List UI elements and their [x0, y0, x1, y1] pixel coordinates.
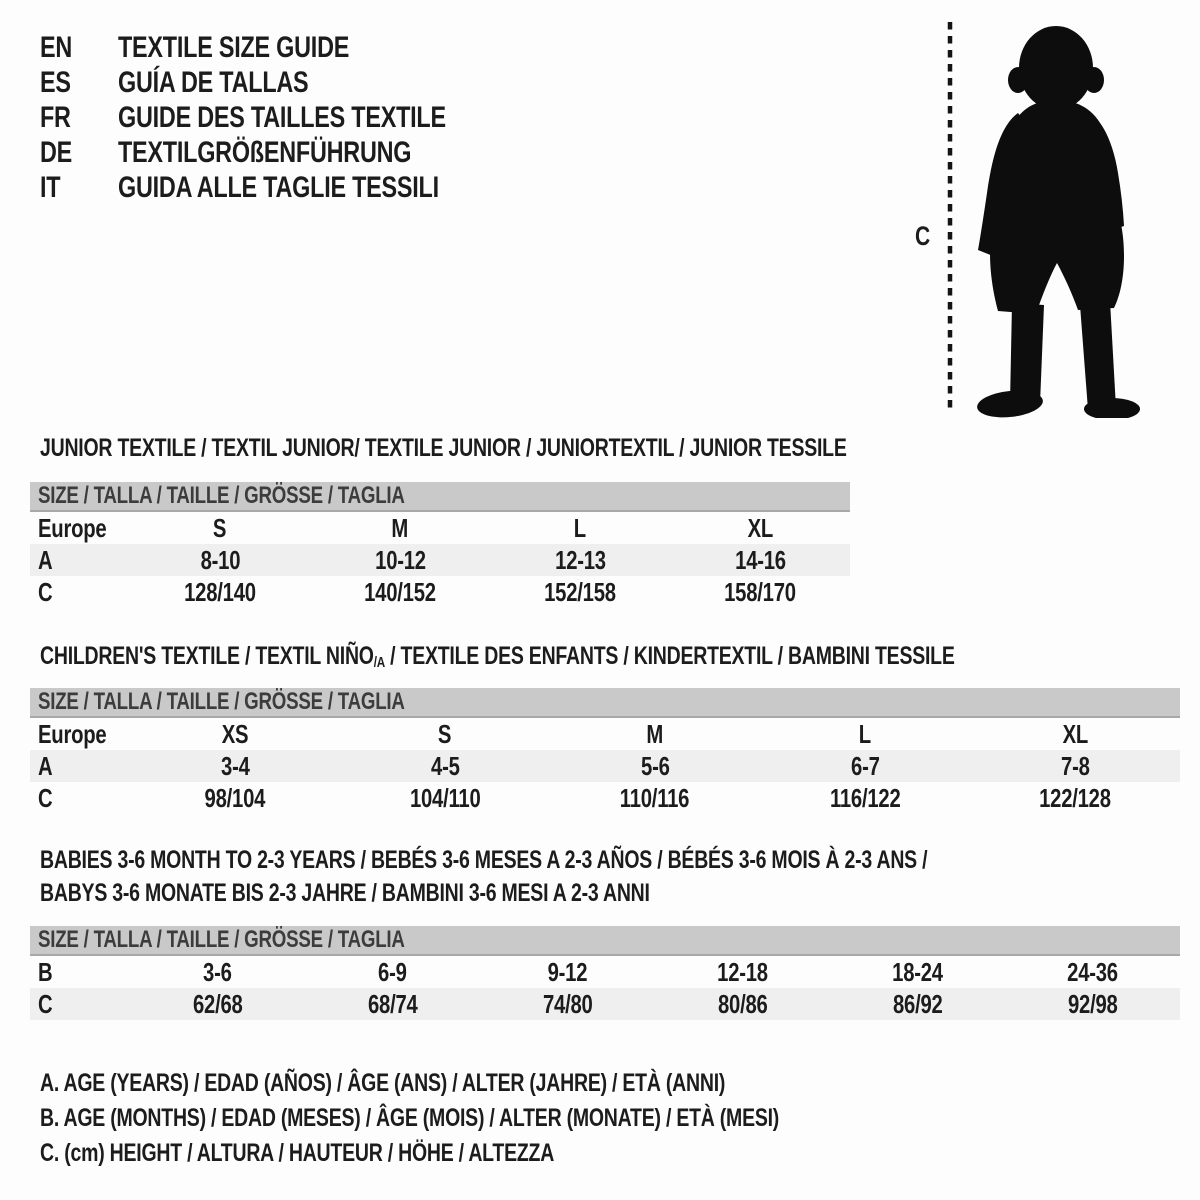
table-cell: 116/122 — [829, 782, 901, 813]
language-row — [40, 100, 538, 135]
babies-title-line1: BABIES 3-6 MONTH TO 2-3 YEARS / BEBÉS 3-6 MESES A 2-3 AÑOS / BÉBÉS 3-6 MOIS À 2-3 ANS / — [40, 846, 928, 874]
table-cell: 128/140 — [184, 576, 256, 607]
column-header: XL — [747, 512, 773, 543]
nino-a-subscript: /A — [373, 654, 385, 671]
junior-section-title: JUNIOR TEXTILE / TEXTIL JUNIOR/ TEXTILE JUNIOR / JUNIORTEXTIL / JUNIOR TESSILE — [40, 434, 847, 462]
measure-label-c: C — [915, 221, 930, 251]
table-cell: 140/152 — [364, 576, 436, 607]
table-row — [30, 544, 850, 576]
language-row — [40, 135, 538, 170]
language-title: GUIDE DES TAILLES TEXTILE — [118, 100, 446, 134]
column-header: L — [573, 512, 587, 543]
junior-size-table — [30, 482, 850, 608]
language-code: EN — [40, 30, 73, 64]
table-cell: 3-4 — [220, 750, 250, 781]
children-size-table — [30, 688, 1180, 814]
column-header: L — [858, 718, 872, 749]
table-cell: 24-36 — [1067, 956, 1118, 987]
column-header: M — [391, 512, 409, 543]
row-label: C — [38, 576, 53, 607]
table-cell: 110/116 — [620, 782, 690, 813]
table-row — [30, 956, 1180, 988]
table-header-row — [30, 718, 1180, 750]
table-cell: 104/110 — [409, 782, 481, 813]
table-cell: 10-12 — [374, 544, 426, 575]
table-row — [30, 750, 1180, 782]
babies-section-title — [40, 844, 1178, 910]
table-cell: 3-6 — [203, 956, 232, 987]
size-header-bar: SIZE / TALLA / TAILLE / GRÖSSE / TAGLIA — [30, 482, 850, 512]
row-label: B — [38, 956, 53, 987]
column-header: M — [646, 718, 664, 749]
children-section-title: CHILDREN'S TEXTILE / TEXTIL NIÑO/A / TEXTILE DES ENFANTS / KINDERTEXTIL / BAMBINI TESSILE — [40, 642, 955, 671]
table-cell: 18-24 — [892, 956, 943, 987]
language-title: TEXTILE SIZE GUIDE — [118, 30, 350, 64]
table-cell: 122/128 — [1039, 782, 1111, 813]
region-label: Europe — [38, 718, 107, 749]
height-measure-figure — [895, 8, 1165, 422]
language-row — [40, 30, 538, 65]
table-header-row — [30, 512, 850, 544]
table-cell: 98/104 — [204, 782, 266, 813]
table-cell: 7-8 — [1060, 750, 1090, 781]
toddler-silhouette-icon — [940, 8, 1150, 418]
measure-legend — [40, 1066, 988, 1171]
language-code: FR — [40, 100, 71, 134]
region-label: Europe — [38, 512, 107, 543]
table-cell: 152/158 — [544, 576, 616, 607]
language-row — [40, 170, 538, 205]
table-cell: 86/92 — [892, 988, 943, 1019]
language-title: TEXTILGRÖßENFÜHRUNG — [118, 135, 412, 169]
table-cell: 6-7 — [850, 750, 880, 781]
table-cell: 6-9 — [378, 956, 407, 987]
table-cell: 9-12 — [547, 956, 588, 987]
size-header-bar: SIZE / TALLA / TAILLE / GRÖSSE / TAGLIA — [30, 688, 1180, 718]
column-header: XS — [221, 718, 249, 749]
table-cell: 62/68 — [192, 988, 243, 1019]
table-cell: 92/98 — [1067, 988, 1118, 1019]
language-title: GUIDA ALLE TAGLIE TESSILI — [118, 170, 439, 204]
row-label: A — [38, 750, 53, 781]
language-list — [40, 30, 538, 205]
column-header: S — [438, 718, 452, 749]
table-row — [30, 782, 1180, 814]
legend-line-a: A. AGE (YEARS) / EDAD (AÑOS) / ÂGE (ANS) / ALTER (JAHRE) / ETÀ (ANNI) — [40, 1069, 726, 1097]
table-cell: 74/80 — [542, 988, 593, 1019]
row-label: A — [38, 544, 53, 575]
table-cell: 14-16 — [734, 544, 786, 575]
legend-line-c: C. (cm) HEIGHT / ALTURA / HAUTEUR / HÖHE / ALTEZZA — [40, 1139, 555, 1167]
legend-line-b: B. AGE (MONTHS) / EDAD (MESES) / ÂGE (MOIS) / ALTER (MONATE) / ETÀ (MESI) — [40, 1104, 780, 1132]
table-cell: 12-18 — [717, 956, 768, 987]
table-row — [30, 988, 1180, 1020]
column-header: S — [213, 512, 227, 543]
row-label: C — [38, 782, 53, 813]
column-header: XL — [1062, 718, 1088, 749]
table-cell: 12-13 — [554, 544, 606, 575]
language-code: ES — [40, 65, 71, 99]
language-code: DE — [40, 135, 73, 169]
table-cell: 80/86 — [717, 988, 768, 1019]
language-code: IT — [40, 170, 61, 204]
table-row — [30, 576, 850, 608]
row-label: C — [38, 988, 53, 1019]
babies-title-line2: BABYS 3-6 MONATE BIS 2-3 JAHRE / BAMBINI 3-6 MESI A 2-3 ANNI — [40, 879, 650, 907]
table-cell: 158/170 — [724, 576, 796, 607]
language-row — [40, 65, 538, 100]
size-header-bar: SIZE / TALLA / TAILLE / GRÖSSE / TAGLIA — [30, 926, 1180, 956]
babies-size-table — [30, 926, 1180, 1020]
table-cell: 4-5 — [430, 750, 460, 781]
table-cell: 68/74 — [367, 988, 418, 1019]
language-title: GUÍA DE TALLAS — [118, 65, 309, 99]
table-cell: 5-6 — [640, 750, 670, 781]
table-cell: 8-10 — [200, 544, 240, 575]
